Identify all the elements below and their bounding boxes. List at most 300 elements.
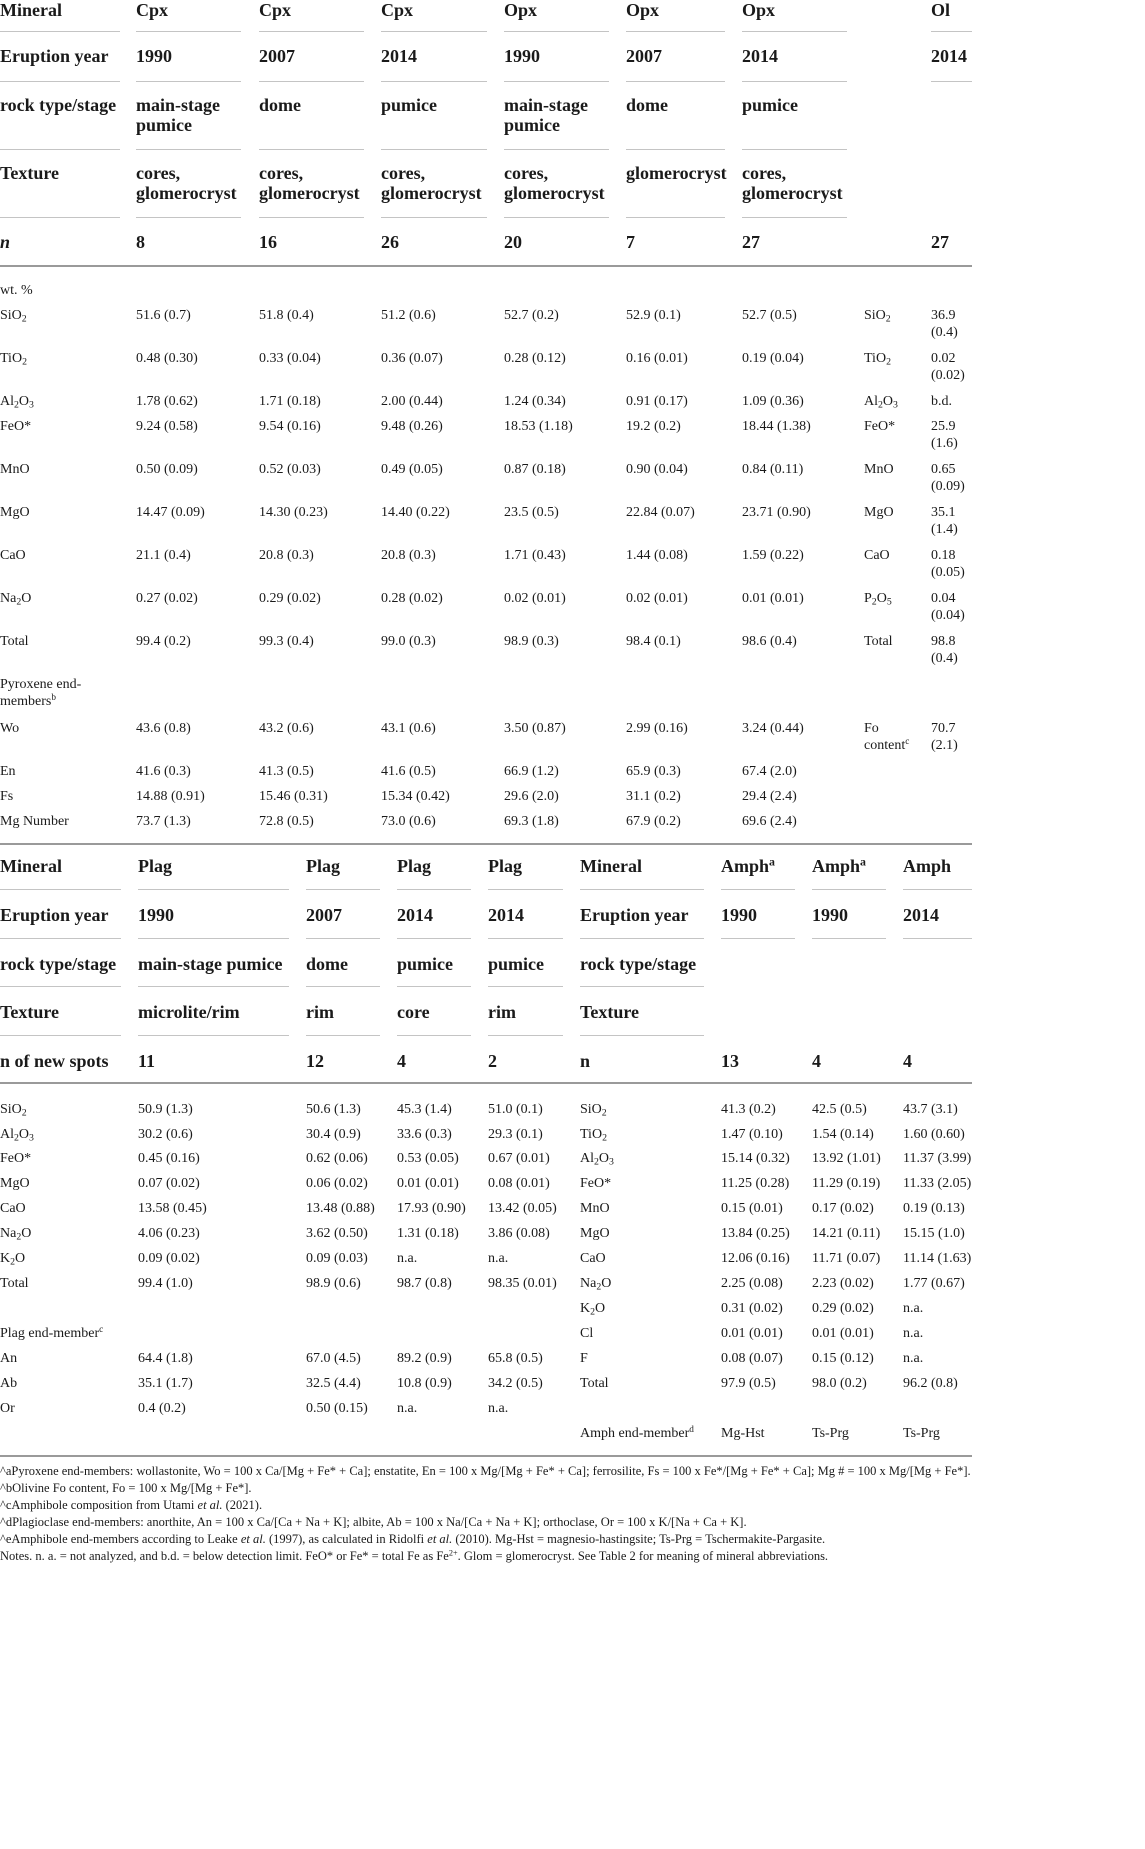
header-mineral-cell: Cpx [381,0,414,20]
header-mineral-cell: Mineral [580,856,642,876]
table-cell: 11.37 (3.99) [903,1151,972,1166]
table-cell: 52.9 (0.1) [626,308,681,323]
table-cell: 15.15 (1.0) [903,1226,965,1241]
table-cell: 65.9 (0.3) [626,764,681,779]
header-eruption-cell: 2007 [626,46,662,66]
table-cell: 96.2 (0.8) [903,1376,958,1391]
header-eruption-cell: 1990 [721,905,757,925]
olivine-oxide-label: CaO [864,548,890,563]
header-rock-cell: pumice [488,954,544,974]
table-cell: 98.7 (0.8) [397,1276,452,1291]
table-cell: 22.84 (0.07) [626,505,695,520]
table-cell: 51.6 (0.7) [136,308,191,323]
table-rule [381,31,487,32]
table-cell: 98.6 (0.4) [742,634,797,649]
table-cell: 0.28 (0.12) [504,351,566,366]
header-eruption-cell: 1990 [138,905,174,925]
header-mineral-cell: Plag [306,856,340,876]
header-rock-cell: main-stage pumice [136,95,220,135]
table-rule [138,938,289,939]
table-cell: 0.07 (0.02) [138,1176,200,1191]
table-cell: 18.53 (1.18) [504,419,573,434]
header-rock-cell: dome [259,95,301,115]
table-cell: 0.49 (0.05) [381,462,443,477]
table-cell: 98.4 (0.1) [626,634,681,649]
table-cell: 0.62 (0.06) [306,1151,368,1166]
header-eruption-cell: 2014 [397,905,433,925]
table-cell: 0.31 (0.02) [721,1301,783,1316]
header-mineral-cell: Plag [397,856,431,876]
header-n-cell: 12 [306,1051,324,1071]
header-n-cell: 20 [504,232,522,252]
header-mineral-cell: Cpx [259,0,292,20]
header-n-cell: 13 [721,1051,739,1071]
header-texture-cell: microlite/rim [138,1002,240,1022]
table-cell: 34.2 (0.5) [488,1376,543,1391]
table-rule [136,217,241,218]
table-rule [580,1035,704,1036]
table-rule [397,1035,471,1036]
amph-row-label: MnO [580,1201,610,1216]
plag-row-label: Ab [0,1376,18,1391]
table-cell: 99.3 (0.4) [259,634,314,649]
table-cell: n.a. [903,1326,924,1341]
table-rule [488,889,563,890]
table-cell: 0.4 (0.2) [138,1401,186,1416]
table-cell: 42.5 (0.5) [812,1102,867,1117]
table-rule [488,938,563,939]
olivine-oxide-label: FeO* [864,419,896,434]
table-rule [0,938,121,939]
table-rule [903,889,972,890]
amph-row-label: $Na_2O$ [580,1276,612,1293]
table-cell: 2.23 (0.02) [812,1276,874,1291]
table-cell: Ts-Prg [812,1426,849,1441]
amph-row-label: FeO* [580,1176,612,1191]
table-rule [138,986,289,987]
table-rule [306,938,380,939]
table-cell: 0.17 (0.02) [812,1201,874,1216]
table-rule [306,1035,380,1036]
header-eruption-cell: 2014 [381,46,417,66]
plag-row-label: SiO$_2$ [0,1102,27,1119]
table-cell: 18.44 (1.38) [742,419,811,434]
header-eruption-cell: 2014 [742,46,778,66]
table-cell: 0.15 (0.12) [812,1351,874,1366]
table-cell: n.a. [488,1251,509,1266]
table-cell: n.a. [903,1301,924,1316]
table-cell: 1.47 (0.10) [721,1127,783,1142]
endmember-label: Mg Number [0,814,69,829]
table-cell: 13.42 (0.05) [488,1201,557,1216]
table-cell: 2.99 (0.16) [626,721,688,736]
plag-row-label: $Na_2O$ [0,1226,32,1243]
table-cell: 69.6 (2.4) [742,814,797,829]
table-cell: 23.5 (0.5) [504,505,559,520]
table-cell: 64.4 (1.8) [138,1351,193,1366]
table-cell: 13.84 (0.25) [721,1226,790,1241]
table-cell: 19.2 (0.2) [626,419,681,434]
header-eruption-cell: 2007 [306,905,342,925]
footnote: ^dPlagioclase end-members: anorthite, An = 100 x Ca/[Ca + Na + K]; albite, Ab = 100 x Na/[Ca + Na + K]; orthoclase, Or = 100 x K/[Na + Ca + K]. [0,1515,747,1529]
table-cell: 33.6 (0.3) [397,1127,452,1142]
table-cell: 14.88 (0.91) [136,789,205,804]
table-rule [580,889,704,890]
header-mineral-cell: Opx [742,0,776,20]
amph-row-label: Amph end-member$^d$ [580,1423,694,1441]
table-cell: 11.71 (0.07) [812,1251,881,1266]
table-cell: 3.50 (0.87) [504,721,566,736]
table-rule [931,31,972,32]
table-cell: 20.8 (0.3) [259,548,314,563]
amph-row-label: MgO [580,1226,610,1241]
table-cell: 41.6 (0.3) [136,764,191,779]
table-rule [259,31,364,32]
table-rule [136,31,241,32]
header-n-cell: n of new spots [0,1051,109,1071]
table-cell: 29.3 (0.1) [488,1127,543,1142]
table-rule [931,81,972,82]
header-n-cell: 11 [138,1051,156,1071]
table-cell: 1.09 (0.36) [742,394,804,409]
table-rule [136,149,241,150]
header-eruption-cell: 2014 [903,905,939,925]
table-cell: 14.21 (0.11) [812,1226,881,1241]
table-cell: 2.00 (0.44) [381,394,443,409]
table-cell: 0.02 (0.01) [626,591,688,606]
table-cell: 66.9 (1.2) [504,764,559,779]
table-cell: 98.35 (0.01) [488,1276,557,1291]
table-cell: 11.29 (0.19) [812,1176,881,1191]
header-n-cell: 4 [812,1051,821,1071]
table-cell: 0.01 (0.01) [812,1326,874,1341]
oxide-label: MgO [0,505,30,520]
plag-row-label: CaO [0,1201,26,1216]
table-cell: 3.86 (0.08) [488,1226,550,1241]
table-cell: 0.19 (0.04) [742,351,804,366]
table-rule [306,986,380,987]
table-rule [626,217,725,218]
header-mineral-cell: Plag [138,856,172,876]
table-cell: 50.9 (1.3) [138,1102,193,1117]
plag-row-label: An [0,1351,18,1366]
table-cell: 14.47 (0.09) [136,505,205,520]
table-cell: 0.06 (0.02) [306,1176,368,1191]
table-rule [580,938,704,939]
olivine-oxide-label: MnO [864,462,894,477]
table-rule [138,1035,289,1036]
header-n-cell: n [580,1051,591,1071]
table-cell: Ts-Prg [903,1426,940,1441]
table-rule [742,81,847,82]
table-rule [381,81,487,82]
olivine-value: 36.9 (0.4) [931,308,958,340]
table-cell: 43.1 (0.6) [381,721,436,736]
table-cell: 30.4 (0.9) [306,1127,361,1142]
table-cell: 20.8 (0.3) [381,548,436,563]
table-cell: 0.45 (0.16) [138,1151,200,1166]
table-rule [742,31,847,32]
olivine-value: 35.1 (1.4) [931,505,958,537]
table-cell: 12.06 (0.16) [721,1251,790,1266]
header-n-cell: 7 [626,232,635,252]
table-cell: 0.02 (0.01) [504,591,566,606]
plag-row-label: Total [0,1276,29,1291]
table-cell: 51.2 (0.6) [381,308,436,323]
oxide-label: $Na_2O$ [0,591,32,608]
table-cell: n.a. [397,1401,418,1416]
oxide-label: MnO [0,462,30,477]
table-cell: 21.1 (0.4) [136,548,191,563]
table-rule [306,889,380,890]
table-rule [626,149,725,150]
olivine-value: 25.9 (1.6) [931,419,958,451]
header-texture-cell: Texture [0,163,60,183]
table-cell: 10.8 (0.9) [397,1376,452,1391]
table-rule [259,149,364,150]
table-cell: 41.6 (0.5) [381,764,436,779]
table-cell: 31.1 (0.2) [626,789,681,804]
table-rule [504,217,609,218]
table-cell: 43.2 (0.6) [259,721,314,736]
table-rule [0,217,120,218]
table-rule [381,217,487,218]
table-rule [504,149,609,150]
table-cell: 72.8 (0.5) [259,814,314,829]
table-rule [259,81,364,82]
oxide-label: TiO$_2$ [0,351,27,368]
olivine-value: 0.65 (0.09) [931,462,965,494]
table-cell: 0.01 (0.01) [742,591,804,606]
table-cell: 0.91 (0.17) [626,394,688,409]
table-cell: 0.90 (0.04) [626,462,688,477]
header-eruption-cell: 2014 [488,905,524,925]
table-rule [397,986,471,987]
table-rule [721,938,795,939]
header-rock-cell: dome [306,954,348,974]
amph-row-label: SiO$_2$ [580,1102,607,1119]
table-rule [138,889,289,890]
table-cell: 11.25 (0.28) [721,1176,790,1191]
header-mineral-cell: Amph$^a$ [721,854,775,876]
header-mineral-cell: Cpx [136,0,169,20]
table-cell: Mg-Hst [721,1426,765,1441]
amph-row-label: Cl [580,1326,594,1341]
table-cell: 1.54 (0.14) [812,1127,874,1142]
table-cell: 9.48 (0.26) [381,419,443,434]
table-rule [721,889,795,890]
plag-row-label: Plag end-member$^c$ [0,1323,104,1341]
table-rule [626,81,725,82]
table-cell: 0.01 (0.01) [721,1326,783,1341]
table-cell: 35.1 (1.7) [138,1376,193,1391]
header-texture-cell: core [397,1002,430,1022]
amph-row-label: Total [580,1376,609,1391]
endmember-label: Wo [0,721,20,736]
olivine-value: 0.02 (0.02) [931,351,965,383]
table-rule [504,81,609,82]
olivine-value: 0.18 (0.05) [931,548,965,580]
table-rule [0,31,120,32]
table-cell: 0.08 (0.01) [488,1176,550,1191]
table-cell: 0.28 (0.02) [381,591,443,606]
olivine-oxide-label: $Al_2O_3$ [864,394,898,411]
header-eruption-cell: Eruption year [0,905,109,925]
table-cell: 0.87 (0.18) [504,462,566,477]
fo-content-label: Fo content$^c$ [864,721,910,753]
header-eruption-cell: 2007 [259,46,295,66]
header-texture-cell: cores, glomerocryst [504,163,605,203]
header-rock-cell: main-stage pumice [138,954,283,974]
table-rule [626,31,725,32]
header-n-cell: 27 [931,232,949,252]
header-texture-cell: Texture [0,1002,60,1022]
olivine-value: b.d. [931,394,952,409]
table-cell: 15.34 (0.42) [381,789,450,804]
pyroxene-endmember-heading: Pyroxene end- members$^b$ [0,677,82,709]
table-cell: n.a. [903,1351,924,1366]
header-rock-cell: rock type/stage [0,95,117,115]
table-cell: 1.31 (0.18) [397,1226,459,1241]
table-cell: 0.50 (0.09) [136,462,198,477]
header-texture-cell: cores, glomerocryst [381,163,482,203]
amph-row-label: F [580,1351,588,1366]
header-n-cell: 4 [397,1051,406,1071]
table-cell: 1.71 (0.43) [504,548,566,563]
table-cell: 0.84 (0.11) [742,462,804,477]
header-n-cell: 4 [903,1051,912,1071]
header-rock-cell: pumice [381,95,437,115]
table-cell: 65.8 (0.5) [488,1351,543,1366]
table-cell: 4.06 (0.23) [138,1226,200,1241]
olivine-oxide-label: TiO$_2$ [864,351,891,368]
table-cell: 43.7 (3.1) [903,1102,958,1117]
table-cell: 0.16 (0.01) [626,351,688,366]
plag-row-label: FeO* [0,1151,32,1166]
header-texture-cell: glomerocryst [626,163,727,183]
table-cell: 41.3 (0.5) [259,764,314,779]
header-eruption-cell: 1990 [504,46,540,66]
header-mineral-cell: Mineral [0,856,62,876]
table-cell: 73.0 (0.6) [381,814,436,829]
table-cell: 11.33 (2.05) [903,1176,972,1191]
oxide-label: $Al_2O_3$ [0,394,34,411]
table-cell: 43.6 (0.8) [136,721,191,736]
table-cell: 73.7 (1.3) [136,814,191,829]
header-eruption-cell: Eruption year [0,46,109,66]
oxide-label: SiO$_2$ [0,308,27,325]
table-rule [0,889,121,890]
table-cell: 41.3 (0.2) [721,1102,776,1117]
footnote: ^eAmphibole end-members according to Leake et al. (1997), as calculated in Ridolfi et al. (2010). Mg-Hst = magnesio-hastingsite; Ts-Prg = Tschermakite-Pargasite. [0,1532,826,1546]
header-mineral-cell: Plag [488,856,522,876]
table-rule [580,986,704,987]
header-n-cell: n [0,232,11,252]
table-cell: 51.0 (0.1) [488,1102,543,1117]
table-cell: 1.60 (0.60) [903,1127,965,1142]
table-cell: 0.36 (0.07) [381,351,443,366]
table-cell: 69.3 (1.8) [504,814,559,829]
header-rock-cell: rock type/stage [0,954,117,974]
header-mineral-cell: Ol [931,0,951,20]
table-cell: 0.53 (0.05) [397,1151,459,1166]
table-cell: 0.19 (0.13) [903,1201,965,1216]
wt-percent-label: wt. % [0,283,33,298]
table-cell: 1.24 (0.34) [504,394,566,409]
header-eruption-cell: 1990 [136,46,172,66]
table-rule [381,149,487,150]
table-cell: 67.4 (2.0) [742,764,797,779]
table-rule [397,938,471,939]
table-cell: 97.9 (0.5) [721,1376,776,1391]
header-mineral-cell: Opx [626,0,660,20]
table-cell: 2.25 (0.08) [721,1276,783,1291]
header-rock-cell: rock type/stage [580,954,697,974]
table-cell: 14.30 (0.23) [259,505,328,520]
oxide-label: FeO* [0,419,32,434]
amph-row-label: TiO$_2$ [580,1127,607,1144]
table-cell: 23.71 (0.90) [742,505,811,520]
table-cell: 0.29 (0.02) [259,591,321,606]
table-cell: 99.0 (0.3) [381,634,436,649]
table-rule [812,889,886,890]
oxide-label: CaO [0,548,26,563]
header-n-cell: 8 [136,232,145,252]
table-cell: 1.78 (0.62) [136,394,198,409]
table-rule [0,149,120,150]
table-cell: 0.09 (0.02) [138,1251,200,1266]
table-cell: 99.4 (0.2) [136,634,191,649]
table-cell: 0.67 (0.01) [488,1151,550,1166]
table-cell: 0.29 (0.02) [812,1301,874,1316]
header-texture-cell: rim [306,1002,334,1022]
table-cell: 30.2 (0.6) [138,1127,193,1142]
table-cell: 0.27 (0.02) [136,591,198,606]
table-rule [0,81,120,82]
oxide-label: Total [0,634,29,649]
amph-row-label: $Al_2O_3$ [580,1151,614,1168]
table-rule [812,938,886,939]
header-texture-cell: cores, glomerocryst [136,163,237,203]
table-cell: n.a. [488,1401,509,1416]
header-n-cell: 26 [381,232,399,252]
header-mineral-cell: Mineral [0,0,62,20]
plag-row-label: $K_2O$ [0,1251,26,1268]
header-rock-cell: dome [626,95,668,115]
table-cell: 3.62 (0.50) [306,1226,368,1241]
table-cell: 98.0 (0.2) [812,1376,867,1391]
table-cell: 13.48 (0.88) [306,1201,375,1216]
header-n-cell: 27 [742,232,760,252]
table-cell: 52.7 (0.2) [504,308,559,323]
footnote: ^aPyroxene end-members: wollastonite, Wo = 100 x Ca/[Mg + Fe* + Ca]; enstatite, En = 100 x Mg/[Mg + Fe* + Ca]; ferrosilite, Fs = 100 x Fe*/[Mg + Fe* + Ca]; Mg # = 100 x Mg/[Mg + Fe*]. [0,1464,971,1478]
table-cell: 67.0 (4.5) [306,1351,361,1366]
table-rule [136,81,241,82]
header-n-cell: 2 [488,1051,497,1071]
olivine-oxide-label: MgO [864,505,894,520]
table-cell: 0.15 (0.01) [721,1201,783,1216]
fo-content-value: 70.7 (2.1) [931,721,958,753]
table-cell: 0.33 (0.04) [259,351,321,366]
table-rule [488,1035,563,1036]
olivine-value: 98.8 (0.4) [931,634,958,666]
table-rule [504,31,609,32]
amph-row-label: CaO [580,1251,606,1266]
header-texture-cell: cores, glomerocryst [259,163,360,203]
table-rule [488,986,563,987]
endmember-label: Fs [0,789,14,804]
table-cell: 98.9 (0.3) [504,634,559,649]
